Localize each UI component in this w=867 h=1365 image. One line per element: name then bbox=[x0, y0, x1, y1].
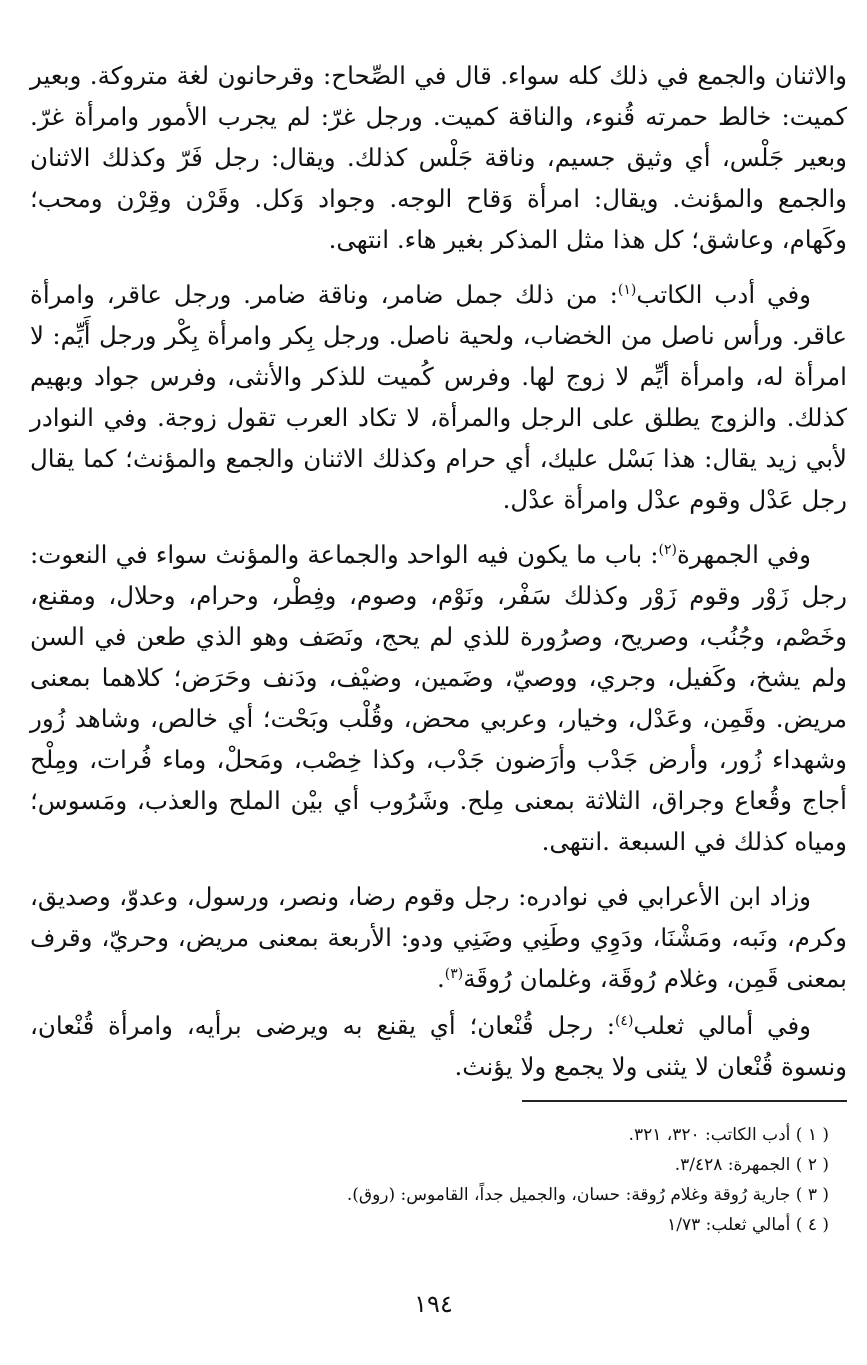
footnote-3: ( ٣ ) جارية رُوقة وغلام رُوقة: حسان، والجميل جداً، القاموس: (روق). bbox=[346, 1185, 829, 1205]
paragraph-5-text: : رجل قُنْعان؛ أي يقنع به ويرضى برأيه، وامرأة قُنْعان، ونسوة قُنْعان لا يثنى ولا يجمع ولا يؤنث. bbox=[30, 1011, 847, 1081]
footnote-ref-2: (٢) bbox=[658, 541, 678, 558]
footnotes bbox=[20, 1120, 829, 1240]
footnote-ref-4: (٤) bbox=[614, 1012, 634, 1029]
paragraph-5 bbox=[30, 1005, 847, 1087]
page-number: ١٩٤ bbox=[414, 1290, 453, 1318]
footnote-2: ( ٢ ) الجمهرة: ٣/٤٢٨. bbox=[674, 1155, 829, 1175]
footnote-separator bbox=[522, 1100, 847, 1102]
paragraph-2-text: : من ذلك جمل ضامر، وناقة ضامر. ورجل عاقر، وامرأة عاقر. ورأس ناصل من الخضاب، ولحية ناصل. ورجل بِكر وامرأة بِكْر ورجل أَيِّم: لا امرأة له، وامرأة أيِّم لا زوج لها. وفرس كُميت للذكر والأنثى، وفرس جواد وبهيم كذلك. والزوج يطلق على الرجل والمرأة، لا تكاد العرب تقول زوجة. وفي النوادر لأبي زيد يقال: هذا بَسْل عليك، أي حرام وكذلك الاثنان والجمع والمؤنث؛ كما يقال رجل عَدْل وقوم عدْل وامرأة عدْل. bbox=[30, 280, 847, 514]
footnote-ref-3: (٣) bbox=[444, 965, 464, 982]
main-text bbox=[30, 55, 847, 1087]
paragraph-2-lead: وفي أدب الكاتب bbox=[636, 280, 811, 309]
paragraph-3-text: : باب ما يكون فيه الواحد والجماعة والمؤنث سواء في النعوت: رجل زَوْر وقوم زَوْر وكذلك سَفْر، ونَوْم، وصوم، وفِطْر، وحرام، وحلال، ومقنع، وخَصْم، وجُنُب، وصريح، وصرُورة للذي لم يحج، ونَصَف وهو الذي طعن في السن ولم يشخ، وكَفيل، وجري، ووصيّ، وضَمين، وضيْف، ودَنف وحَرَض؛ كلاهما بمعنى مريض. وقَمِن، وعَدْل، وخيار، وعربي محض، وقُلْب وبَحْت؛ أي خالص، وشاهد زُور وشهداء زُور، وأرض جَدْب وأرَضون جَدْب، وكذا خِصْب، ومَحلْ، وماء فُرات، ومِلْح أجاج وقُعاع وجراق، الثلاثة بمعنى مِلح. وشَرُوب أي بيْن الملح والعذب، ومَسوس؛ ومياه كذلك في السبعة .انتهى. bbox=[30, 540, 847, 856]
paragraph-4-end: . bbox=[437, 964, 445, 993]
paragraph-1-text: والاثنان والجمع في ذلك كله سواء. قال في الصِّحاح: وقرحانون لغة متروكة. وبعير كميت: خالط حمرته قُنوء، والناقة كميت. ورجل غرّ: لم يجرب الأمور وامرأة غرّ. وبعير جَلْس، أي وثيق جسيم، وناقة جَلْس كذلك. ويقال: رجل فَرّ وكذلك الاثنان والجمع والمؤنث. ويقال: امرأة وَقاح الوجه. وجواد وَكل. وقَرْن وقِرْن ومحب؛ وكَهام، وعاشق؛ كل هذا مثل المذكر بغير هاء. انتهى. bbox=[30, 61, 847, 254]
paragraph-5-lead: وفي أمالي ثعلب bbox=[633, 1011, 811, 1040]
book-page bbox=[20, 0, 847, 1365]
footnote-1: ( ١ ) أدب الكاتب: ٣٢٠، ٣٢١. bbox=[628, 1125, 829, 1145]
paragraph-4 bbox=[30, 876, 847, 999]
paragraph-3 bbox=[30, 534, 847, 862]
paragraph-1 bbox=[30, 55, 847, 260]
paragraph-3-lead: وفي الجمهرة bbox=[677, 540, 811, 569]
paragraph-2 bbox=[30, 274, 847, 520]
footnote-4: ( ٤ ) أمالي ثعلب: ١/٧٣ bbox=[667, 1215, 829, 1235]
footnote-ref-1: (١) bbox=[617, 281, 637, 298]
paragraph-4-text: وزاد ابن الأعرابي في نوادره: رجل وقوم رضا، ونصر، ورسول، وعدوّ، وصديق، وكرم، ونَبه، ومَشْنَا، ودَوِي وطَنِي وضَنِي ودو: الأربعة بمعنى مريض، وحريّ، وقرف بمعنى قَمِن، وغلام رُوقَة، وغلمان رُوقَة bbox=[30, 882, 847, 993]
